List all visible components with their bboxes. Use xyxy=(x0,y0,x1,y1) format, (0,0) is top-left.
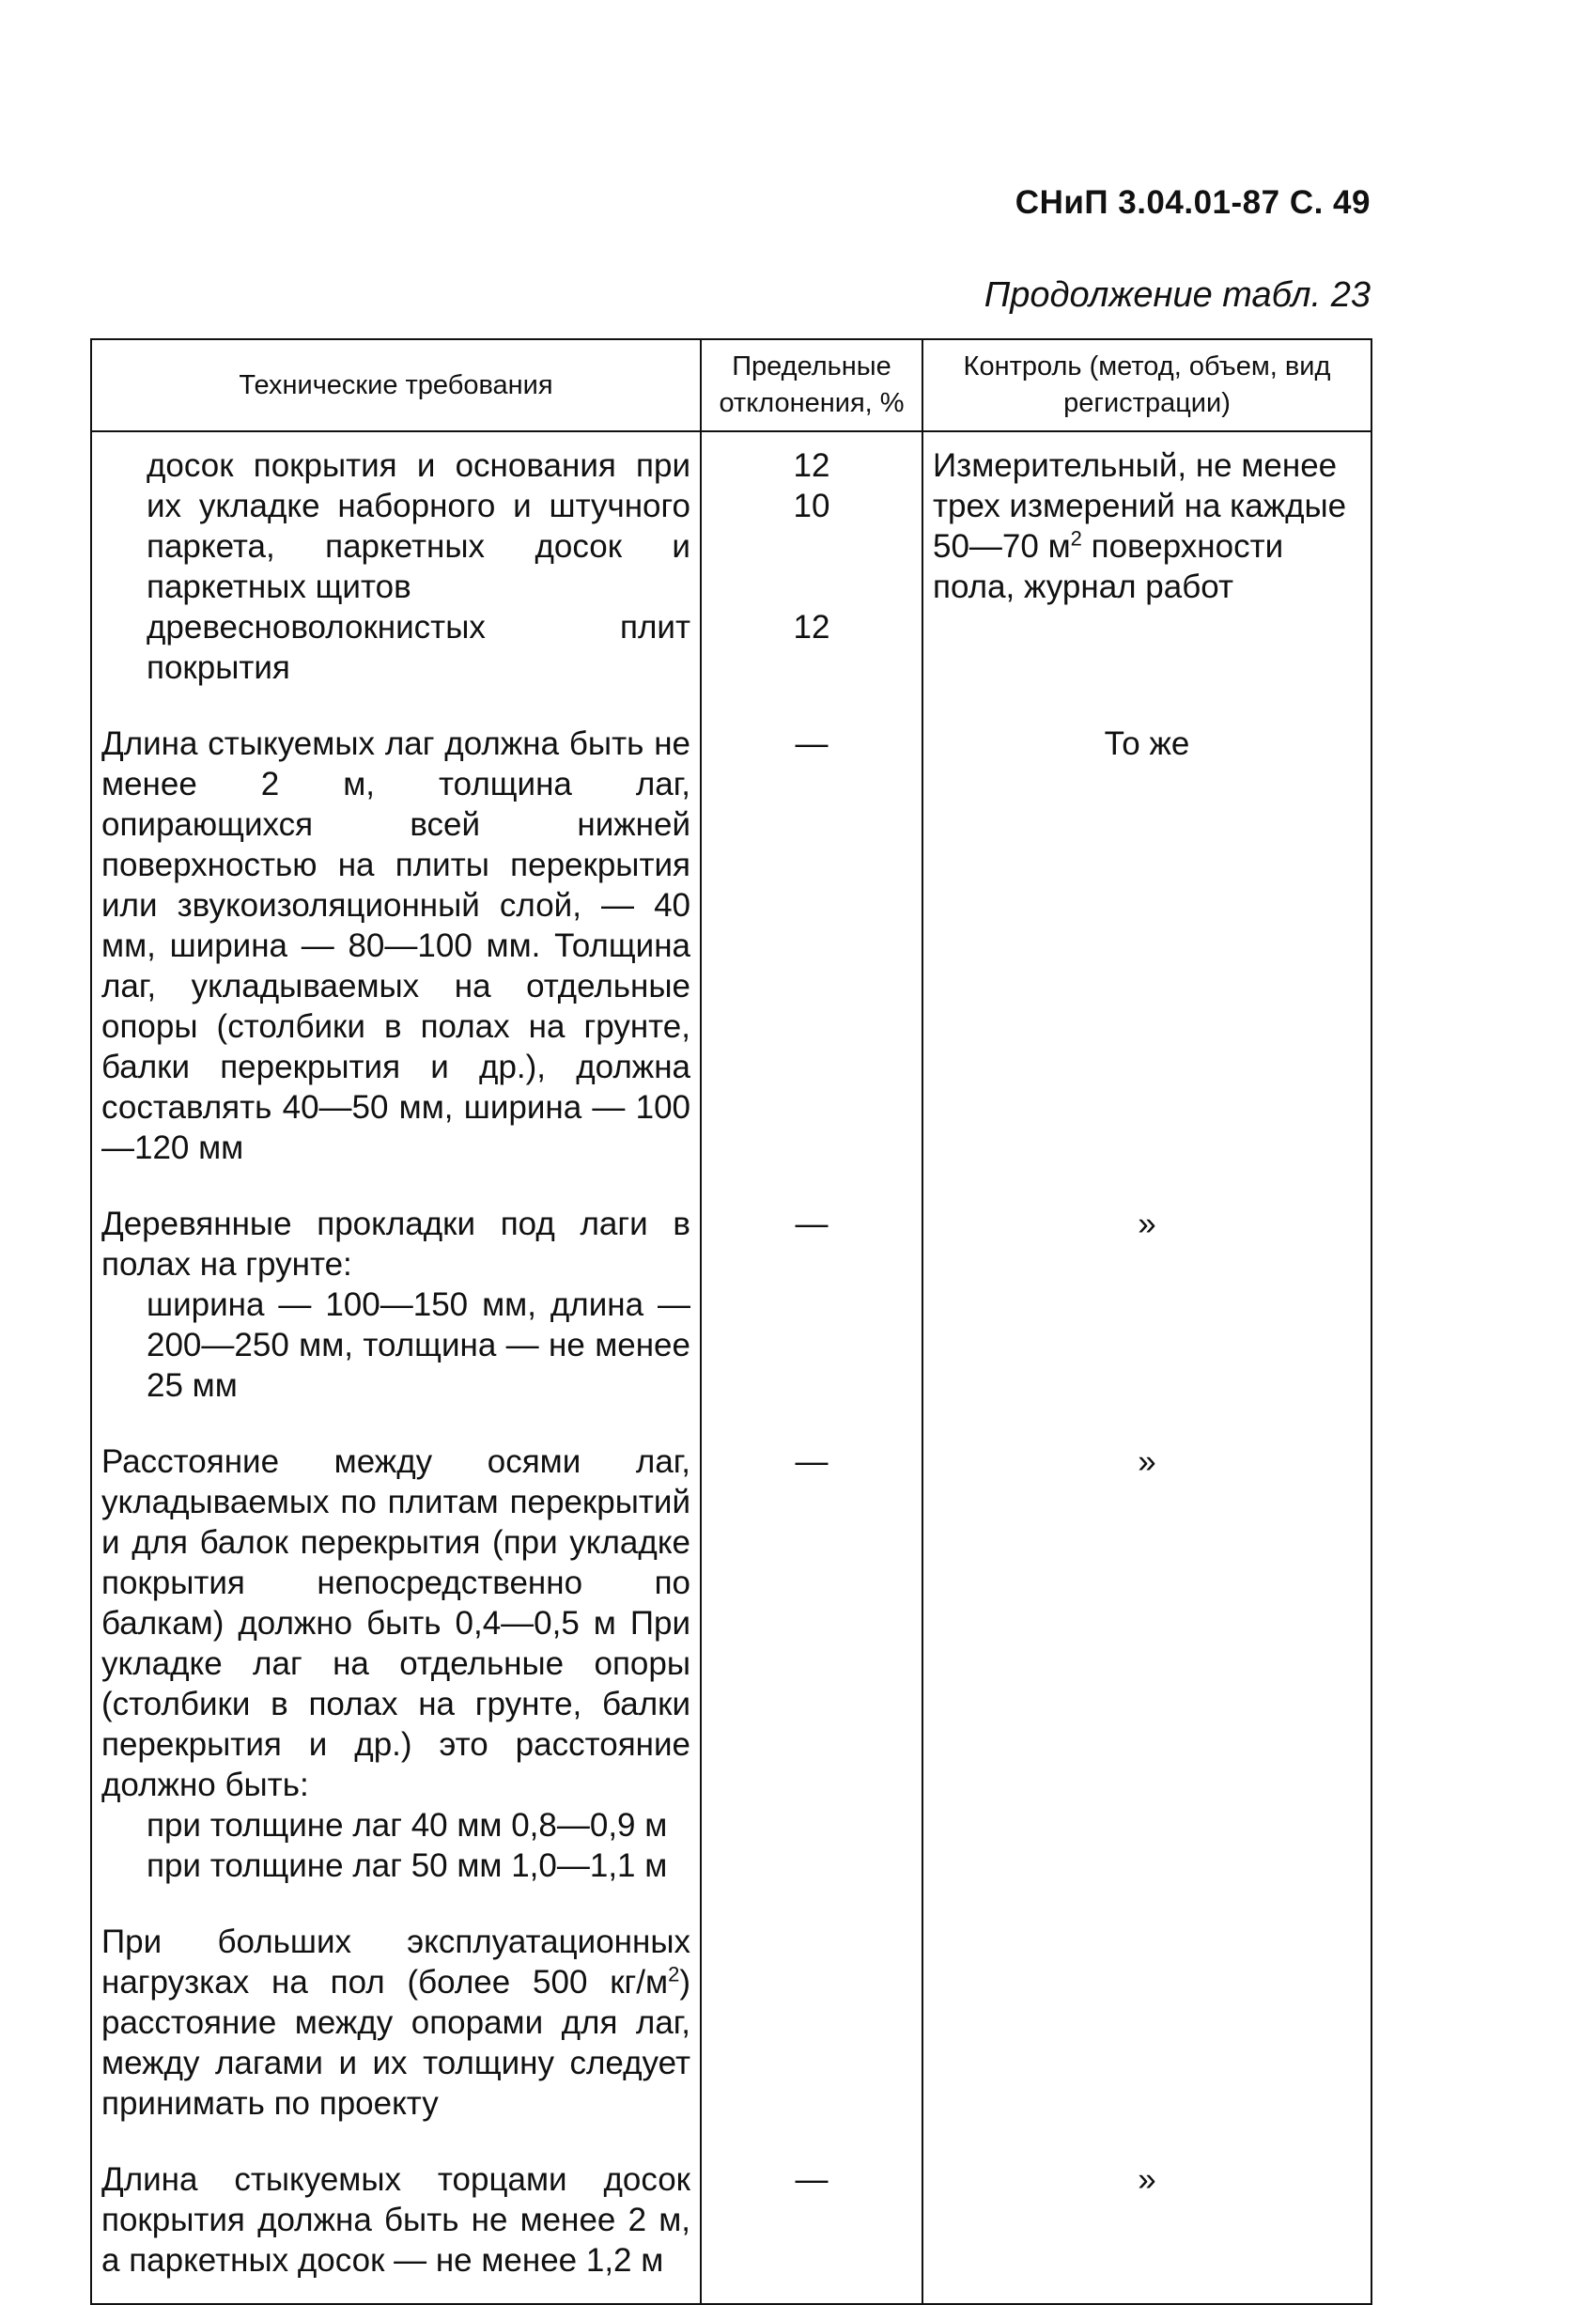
deviation-value: — xyxy=(795,2161,829,2198)
control-cell xyxy=(922,2146,1371,2304)
table-row xyxy=(91,1428,1371,1908)
deviation-cell xyxy=(701,431,922,710)
table-row xyxy=(91,1191,1371,1428)
table-row xyxy=(91,431,1371,710)
requirement-superscript: 2 xyxy=(668,1962,680,1986)
control-text-main: Измерительный, не менее трех измерений на каждые 50—70 м xyxy=(933,447,1347,565)
requirement-text: при толщине лаг 40 мм 0,8—0,9 м xyxy=(147,1807,668,1844)
requirement-cell xyxy=(91,2146,701,2304)
requirement-text: Расстояние между осями лаг, укладываемых по плитам перекрытий и для балок перекрытия (при укладке покрытия непосредственно по балкам) должно быть 0,4—0,5 м При укладке лаг на отдельные опоры (столбики в полах на грунте, балки перекрытия и др.) это расстояние должно быть: xyxy=(101,1443,690,1803)
control-text: » xyxy=(1138,1443,1156,1480)
deviation-value: 12 xyxy=(793,609,830,646)
requirement-text: Длина стыкуемых торцами досок покрытия должна быть не менее 2 м, а паркетных досок — не менее 1,2 м xyxy=(101,2161,690,2279)
column-header-requirements: Технические требования xyxy=(91,339,701,431)
control-text: » xyxy=(1138,2161,1156,2198)
requirement-text: досок покрытия и основания при их укладке наборного и штучного паркета, паркетных досок и паркетных щитов xyxy=(147,447,690,605)
requirement-cell xyxy=(91,431,701,710)
requirement-text-main: При больших эксплуатационных нагрузках на пол (более 500 кг/м xyxy=(101,1923,690,2001)
requirement-text: Деревянные прокладки под лаги в полах на грунте: xyxy=(101,1206,690,1283)
column-header-deviations: Предельные отклонения, % xyxy=(701,339,922,431)
deviation-value xyxy=(703,1922,921,1962)
deviation-value: — xyxy=(795,725,829,762)
control-text: » xyxy=(1138,1206,1156,1242)
control-cell xyxy=(922,1191,1371,1428)
deviation-value: — xyxy=(795,1443,829,1480)
deviation-spacer xyxy=(703,567,921,607)
deviation-cell xyxy=(701,1428,922,1908)
table-row xyxy=(91,2146,1371,2304)
deviation-value: 12 xyxy=(793,447,830,484)
requirement-text: Длина стыкуемых лаг должна быть не менее 2 м, толщина лаг, опирающихся всей нижней поверхностью на плиты перекрытия или звукоизоляционный слой, — 40 мм, ширина — 80—100 мм. Толщина лаг, укладываемых на отдельные опоры (столбики в полах на грунте, балки перекрытия и др.), должна составлять 40—50 мм, ширина — 100—120 мм xyxy=(101,725,690,1166)
table-header-row xyxy=(91,339,1371,431)
control-text: То же xyxy=(1104,725,1190,762)
requirement-text: древесноволокнистых плит покрытия xyxy=(147,609,690,686)
deviation-cell xyxy=(701,1908,922,2146)
requirement-cell xyxy=(91,1908,701,2146)
table-row xyxy=(91,1908,1371,2146)
deviation-value: — xyxy=(795,1206,829,1242)
requirement-text xyxy=(101,1922,690,2124)
table-row xyxy=(91,710,1371,1191)
table-caption: Продолжение табл. 23 xyxy=(984,275,1371,315)
control-cell xyxy=(922,1428,1371,1908)
requirement-text: при толщине лаг 50 мм 1,0—1,1 м xyxy=(147,1847,668,1884)
deviation-cell xyxy=(701,710,922,1191)
requirement-text: ширина — 100—150 мм, длина — 200—250 мм, толщина — не менее 25 мм xyxy=(147,1286,690,1404)
requirement-cell xyxy=(91,710,701,1191)
control-superscript: 2 xyxy=(1070,526,1082,551)
column-header-control: Контроль (метод, объем, вид регистрации) xyxy=(922,339,1371,431)
deviation-cell xyxy=(701,1191,922,1428)
control-text-tail: поверхности пола, журнал работ xyxy=(933,528,1284,605)
control-cell xyxy=(922,431,1371,710)
deviation-cell xyxy=(701,2146,922,2304)
control-cell xyxy=(922,1908,1371,2146)
requirements-table xyxy=(90,338,1372,2305)
control-cell xyxy=(922,710,1371,1191)
requirement-cell xyxy=(91,1428,701,1908)
deviation-value: 10 xyxy=(793,488,830,524)
control-text xyxy=(933,445,1361,607)
deviation-spacer xyxy=(703,526,921,567)
requirement-cell xyxy=(91,1191,701,1428)
page-header: СНиП 3.04.01-87 С. 49 xyxy=(1015,184,1371,221)
requirement-text-tail: ) расстояние между опорами для лаг, между лагами и их толщину следует принимать по проекту xyxy=(101,1964,690,2122)
